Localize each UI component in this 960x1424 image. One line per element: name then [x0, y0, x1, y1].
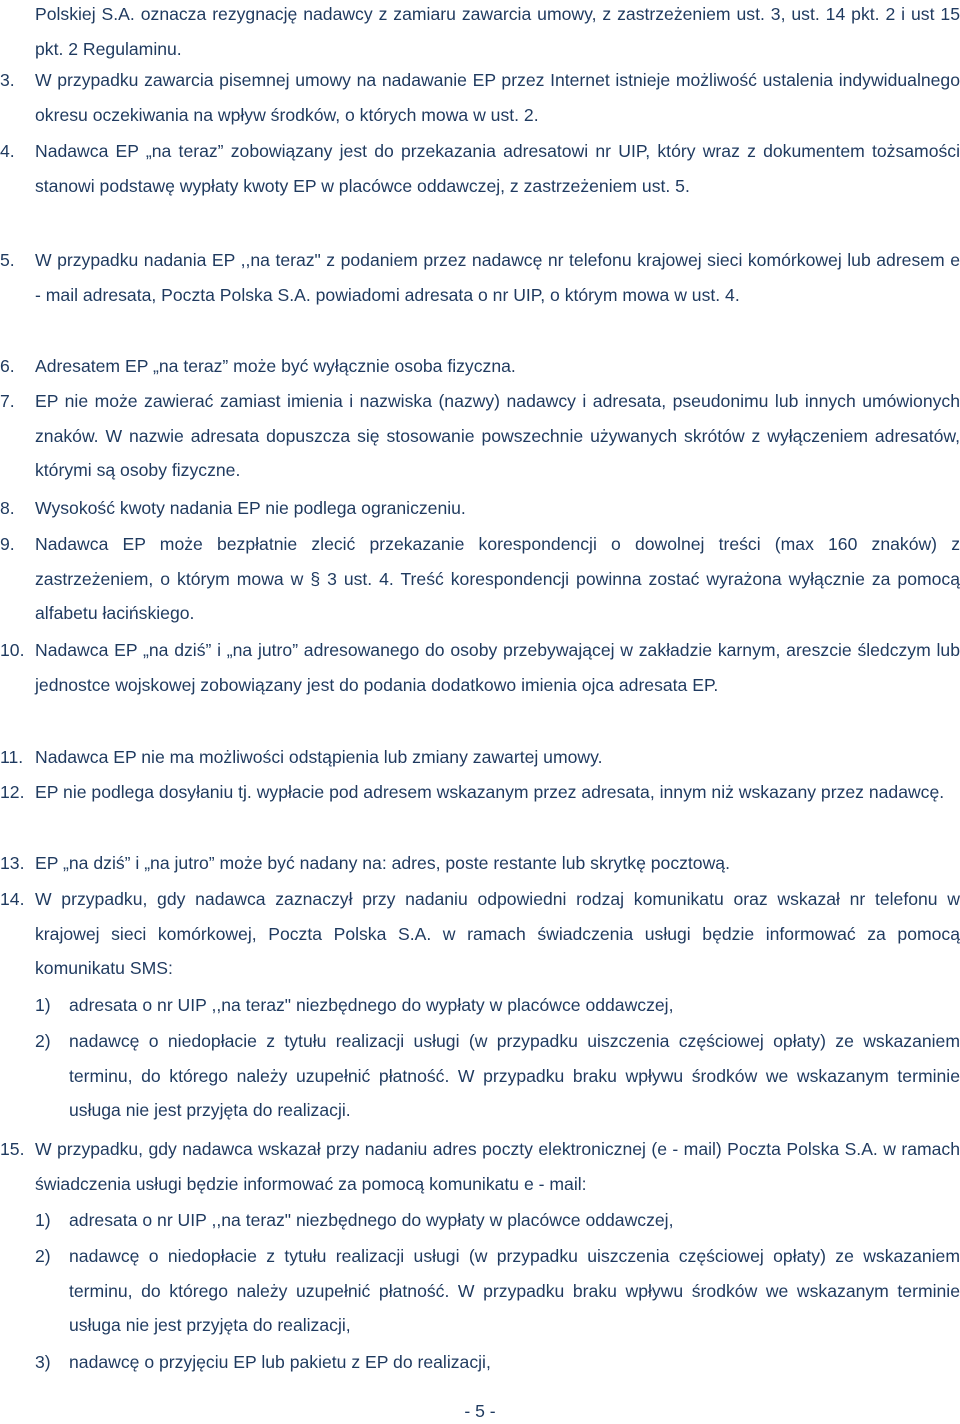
- item-number: 10.: [0, 640, 25, 660]
- sub-item-14-2: [35, 1024, 960, 1128]
- sub-item-text: adresata o nr UIP ,,na teraz" niezbędnego do wypłaty w placówce oddawczej,: [69, 1210, 674, 1230]
- item-text: W przypadku, gdy nadawca zaznaczył przy nadaniu odpowiedni rodzaj komunikatu oraz wskazał nr telefonu w krajowej sieci komórkowej, Poczta Polska S.A. w ramach świadczenia usługi będzie informować za pomocą komunikatu SMS:: [35, 889, 960, 979]
- item-text: EP nie może zawierać zamiast imienia i nazwiska (nazwy) nadawcy i adresata, pseudonimu lub innych umówionych znaków. W nazwie adresata dopuszcza się stosowanie powszechnie używanych skrótów z wyłączeniem adresatów, którymi są osoby fizyczne.: [35, 391, 960, 481]
- list-item-9: [0, 527, 960, 631]
- item-text: Adresatem EP „na teraz” może być wyłącznie osoba fizyczna.: [35, 356, 516, 376]
- page-number: - 5 -: [464, 1401, 496, 1421]
- item-text: Wysokość kwoty nadania EP nie podlega ograniczeniu.: [35, 498, 466, 518]
- item-text: W przypadku zawarcia pisemnej umowy na nadawanie EP przez Internet istnieje możliwość ustalenia indywidualnego okresu oczekiwania na wpływ środków, o których mowa w ust. 2.: [35, 70, 960, 125]
- list-item-10: [0, 633, 960, 702]
- list-item-3: [0, 63, 960, 132]
- item-number: 4.: [0, 141, 15, 161]
- list-item-14: [0, 882, 960, 986]
- sub-item-15-1: [35, 1203, 960, 1238]
- item-text: W przypadku, gdy nadawca wskazał przy nadaniu adres poczty elektronicznej (e - mail) Poczta Polska S.A. w ramach świadczenia usługi będzie informować za pomocą komunikatu e - mail:: [35, 1139, 960, 1194]
- item-number: 7.: [0, 391, 15, 411]
- list-item-12: [0, 775, 960, 810]
- item-text: EP nie podlega dosyłaniu tj. wypłacie pod adresem wskazanym przez adresata, innym niż wskazany przez nadawcę.: [35, 782, 945, 802]
- item-text: W przypadku nadania EP ,,na teraz" z podaniem przez nadawcę nr telefonu krajowej sieci komórkowej lub adresem e - mail adresata, Poczta Polska S.A. powiadomi adresata o nr UIP, o którym mowa w ust. 4.: [35, 250, 960, 305]
- item-number: 12.: [0, 782, 25, 802]
- sub-item-text: nadawcę o przyjęciu EP lub pakietu z EP do realizacji,: [69, 1352, 491, 1372]
- sub-item-text: nadawcę o niedopłacie z tytułu realizacji usługi (w przypadku uiszczenia częściowej opłaty) ze wskazaniem terminu, do którego należy uzupełnić płatność. W przypadku braku wpływu środków we wskazanym terminie usługa nie jest przyjęta do realizacji,: [69, 1246, 960, 1336]
- item-number: 9.: [0, 534, 15, 554]
- item-text: Nadawca EP może bezpłatnie zlecić przekazanie korespondencji o dowolnej treści (max 160 znaków) z zastrzeżeniem, o którym mowa w § 3 ust. 4. Treść korespondencji powinna zostać wyrażona wyłącznie za pomocą alfabetu łacińskiego.: [35, 534, 960, 624]
- item-number: 3.: [0, 70, 15, 90]
- list-item-13: [0, 846, 960, 881]
- list-item-6: [0, 349, 960, 384]
- item-number: 5.: [0, 250, 15, 270]
- list-item-15: [0, 1132, 960, 1201]
- paragraph-text: Polskiej S.A. oznacza rezygnację nadawcy z zamiaru zawarcia umowy, z zastrzeżeniem ust. 3, ust. 14 pkt. 2 i ust 15 pkt. 2 Regulaminu.: [35, 4, 960, 59]
- sub-item-number: 3): [35, 1352, 51, 1372]
- item-text: Nadawca EP „na dziś” i „na jutro” adresowanego do osoby przebywającej w zakładzie karnym, areszcie śledczym lub jednostce wojskowej zobowiązany jest do podania dodatkowo imienia ojca adresata EP.: [35, 640, 960, 695]
- item-number: 13.: [0, 853, 25, 873]
- sub-item-text: nadawcę o niedopłacie z tytułu realizacji usługi (w przypadku uiszczenia częściowej opłaty) ze wskazaniem terminu, do którego należy uzupełnić płatność. W przypadku braku wpływu środków we wskazanym terminie usługa nie jest przyjęta do realizacji.: [69, 1031, 960, 1121]
- sub-item-text: adresata o nr UIP ,,na teraz" niezbędnego do wypłaty w placówce oddawczej,: [69, 995, 674, 1015]
- item-text: EP „na dziś” i „na jutro” może być nadany na: adres, poste restante lub skrytkę pocztową.: [35, 853, 730, 873]
- sub-item-14-1: [35, 988, 960, 1023]
- sub-item-number: 2): [35, 1031, 51, 1051]
- item-text: Nadawca EP „na teraz” zobowiązany jest do przekazania adresatowi nr UIP, który wraz z dokumentem tożsamości stanowi podstawę wypłaty kwoty EP w placówce oddawczej, z zastrzeżeniem ust. 5.: [35, 141, 960, 196]
- list-item-11: [0, 740, 960, 775]
- item-number: 15.: [0, 1139, 25, 1159]
- list-item-5: [0, 243, 960, 312]
- sub-item-number: 2): [35, 1246, 51, 1266]
- sub-item-number: 1): [35, 995, 51, 1015]
- item-text: Nadawca EP nie ma możliwości odstąpienia lub zmiany zawartej umowy.: [35, 747, 603, 767]
- item-number: 14.: [0, 889, 25, 909]
- item-number: 8.: [0, 498, 15, 518]
- item-number: 11.: [0, 747, 24, 767]
- list-item-8: [0, 491, 960, 526]
- list-item-7: [0, 384, 960, 488]
- sub-item-number: 1): [35, 1210, 51, 1230]
- list-item-4: [0, 134, 960, 203]
- sub-item-15-3: [35, 1345, 960, 1380]
- continuation-paragraph: [35, 0, 960, 66]
- sub-item-15-2: [35, 1239, 960, 1343]
- item-number: 6.: [0, 356, 15, 376]
